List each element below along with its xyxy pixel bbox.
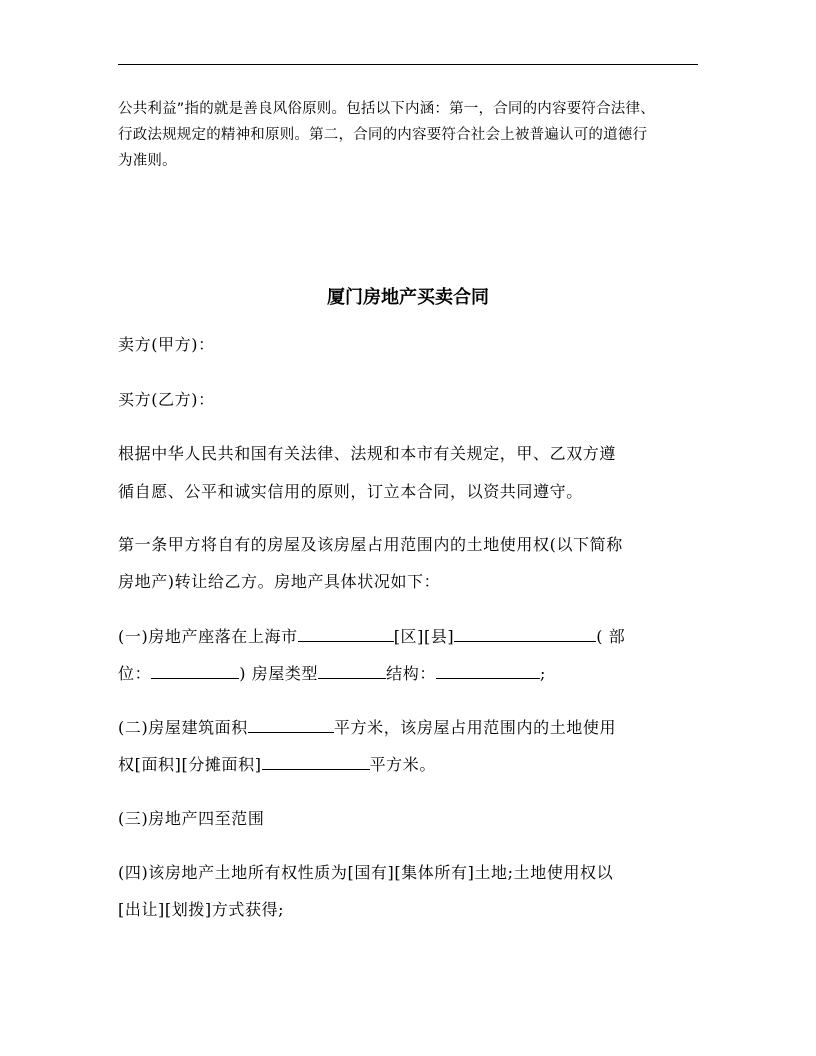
item4-line-1: (四)该房地产土地所有权性质为[国有][集体所有]土地;土地使用权以: [118, 863, 614, 882]
preamble-line-1: 根据中华人民共和国有关法律、法规和本市有关规定，甲、乙双方遵: [118, 444, 617, 463]
buyer-label: 买方(乙方)：: [118, 390, 215, 409]
district-county-label: [区][县]: [393, 627, 455, 646]
preamble-line-2: 循自愿、公平和诚实信用的原则，订立本合同，以资共同遵守。: [118, 482, 583, 501]
article1-line-1: 第一条甲方将自有的房屋及该房屋占用范围内的土地使用权(以下简称: [118, 535, 623, 554]
structure-blank: [436, 662, 540, 679]
item3-line: (三)房地产四至范围: [118, 809, 265, 828]
intro-paragraph: [118, 96, 702, 174]
part-label: 位：: [118, 664, 152, 683]
structure-label: 结构：: [386, 664, 436, 683]
article1-line-2: 房地产)转让给乙方。房地产具体状况如下：: [118, 572, 441, 591]
house-type-blank: [318, 662, 386, 679]
item4-line-2: [出让][划拨]方式获得;: [118, 900, 285, 919]
building-area-blank: [248, 716, 334, 733]
land-area-label: 权[面积][分摊面积]: [118, 755, 262, 774]
city-blank: [298, 625, 394, 642]
district-blank: [454, 625, 596, 642]
item1-location-label: (一)房地产座落在上海市: [118, 627, 298, 646]
seller-label: 卖方(甲方)：: [118, 335, 215, 354]
land-area-blank: [262, 753, 370, 770]
item2-line-2: [118, 753, 436, 777]
part-label-open: ( 部: [596, 627, 626, 646]
building-area-label: (二)房屋建筑面积: [118, 718, 248, 737]
intro-line-1: 公共利益”指的就是善良风俗原则。包括以下内涵：第一，合同的内容要符合法律、: [118, 101, 655, 117]
header-rule: [118, 64, 698, 65]
intro-line-2: 行政法规规定的精神和原则。第二，合同的内容要符合社会上被普遍认可的道德行: [118, 127, 648, 143]
intro-line-3: 为准则。: [118, 153, 177, 169]
item1-end: ;: [539, 664, 546, 683]
item2-line-1: [118, 716, 616, 740]
item1-line-2: [118, 662, 546, 686]
building-area-unit: 平方米，该房屋占用范围内的土地使用: [333, 718, 617, 737]
document-title: 厦门房地产买卖合同: [327, 287, 489, 308]
part-blank: [151, 662, 239, 679]
item1-line-1: [118, 625, 625, 649]
land-area-unit: 平方米。: [369, 755, 436, 774]
house-type-label: ) 房屋类型: [239, 664, 319, 683]
